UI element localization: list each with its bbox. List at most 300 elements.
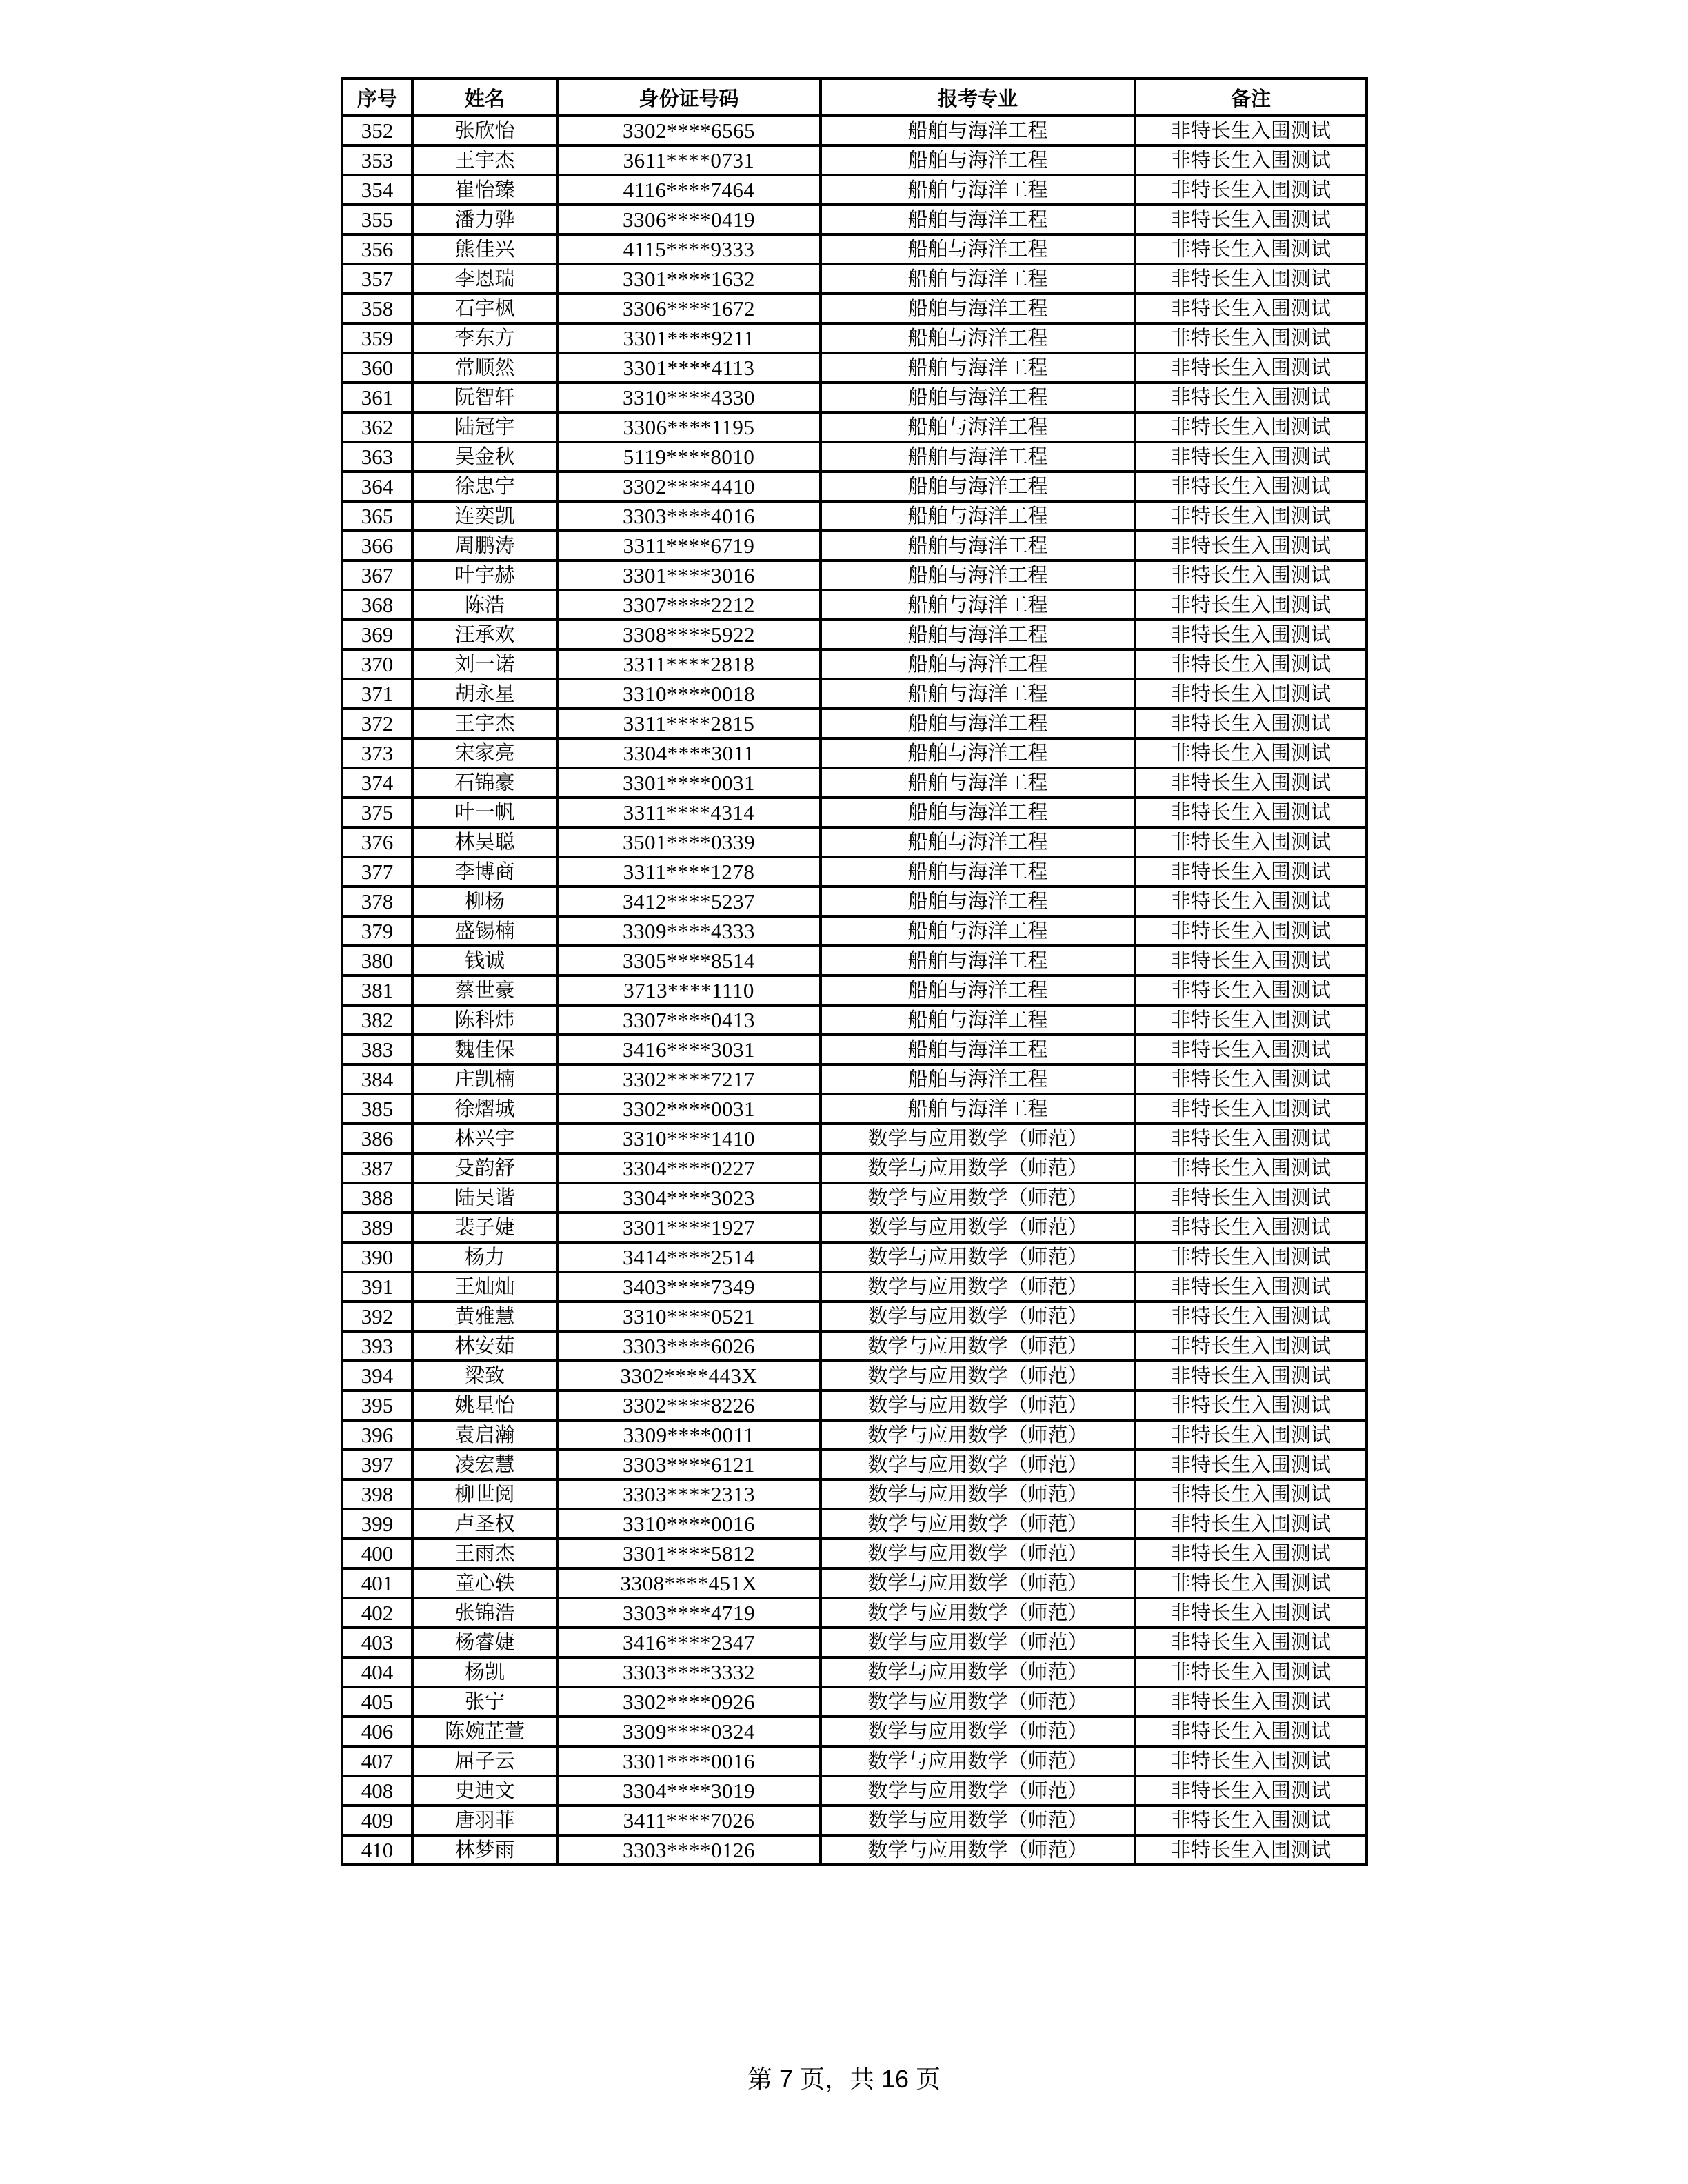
- cell-name: 石锦豪: [412, 768, 557, 798]
- cell-name: 柳杨: [412, 887, 557, 916]
- cell-major: 船舶与海洋工程: [821, 294, 1135, 323]
- cell-note: 非特长生入围测试: [1135, 798, 1367, 827]
- cell-id-number: 5119****8010: [557, 442, 821, 472]
- table-row: [342, 412, 1367, 442]
- cell-id-number: 3304****3019: [557, 1776, 821, 1806]
- cell-major: 数学与应用数学（师范）: [821, 1361, 1135, 1391]
- cell-serial-number: 403: [342, 1628, 412, 1657]
- cell-name: 连奕凯: [412, 501, 557, 531]
- cell-note: 非特长生入围测试: [1135, 1331, 1367, 1361]
- cell-name: 钱诚: [412, 946, 557, 975]
- cell-note: 非特长生入围测试: [1135, 531, 1367, 560]
- cell-serial-number: 359: [342, 323, 412, 353]
- cell-serial-number: 363: [342, 442, 412, 472]
- cell-note: 非特长生入围测试: [1135, 472, 1367, 501]
- cell-name: 王雨杰: [412, 1539, 557, 1568]
- cell-note: 非特长生入围测试: [1135, 1806, 1367, 1835]
- cell-name: 柳世阅: [412, 1479, 557, 1509]
- table-row: [342, 1628, 1367, 1657]
- cell-serial-number: 378: [342, 887, 412, 916]
- cell-serial-number: 410: [342, 1835, 412, 1865]
- cell-name: 叶宇赫: [412, 560, 557, 590]
- cell-id-number: 3301****9211: [557, 323, 821, 353]
- cell-id-number: 3310****0016: [557, 1509, 821, 1539]
- cell-major: 船舶与海洋工程: [821, 1035, 1135, 1064]
- cell-name: 庄凯楠: [412, 1064, 557, 1094]
- cell-id-number: 3311****4314: [557, 798, 821, 827]
- cell-serial-number: 368: [342, 590, 412, 620]
- cell-name: 屈子云: [412, 1746, 557, 1776]
- cell-name: 盛锡楠: [412, 916, 557, 946]
- table-row: [342, 1272, 1367, 1302]
- cell-serial-number: 398: [342, 1479, 412, 1509]
- cell-major: 船舶与海洋工程: [821, 649, 1135, 679]
- cell-serial-number: 397: [342, 1450, 412, 1479]
- cell-serial-number: 375: [342, 798, 412, 827]
- cell-serial-number: 360: [342, 353, 412, 383]
- header-id-number: 身份证号码: [557, 79, 821, 116]
- cell-id-number: 3309****0011: [557, 1420, 821, 1450]
- cell-id-number: 3611****0731: [557, 145, 821, 175]
- cell-note: 非特长生入围测试: [1135, 1776, 1367, 1806]
- cell-name: 李东方: [412, 323, 557, 353]
- cell-serial-number: 391: [342, 1272, 412, 1302]
- cell-id-number: 3303****0126: [557, 1835, 821, 1865]
- cell-major: 船舶与海洋工程: [821, 383, 1135, 412]
- cell-serial-number: 407: [342, 1746, 412, 1776]
- cell-major: 数学与应用数学（师范）: [821, 1746, 1135, 1776]
- cell-name: 张欣怡: [412, 116, 557, 145]
- table-row: [342, 1657, 1367, 1687]
- cell-serial-number: 384: [342, 1064, 412, 1094]
- cell-serial-number: 392: [342, 1302, 412, 1331]
- cell-major: 数学与应用数学（师范）: [821, 1183, 1135, 1213]
- cell-id-number: 3310****0018: [557, 679, 821, 709]
- cell-name: 史迪文: [412, 1776, 557, 1806]
- table-row: [342, 1509, 1367, 1539]
- cell-serial-number: 381: [342, 975, 412, 1005]
- cell-serial-number: 401: [342, 1568, 412, 1598]
- table-row: [342, 1776, 1367, 1806]
- table-row: [342, 383, 1367, 412]
- cell-note: 非特长生入围测试: [1135, 501, 1367, 531]
- cell-serial-number: 405: [342, 1687, 412, 1717]
- cell-id-number: 3302****0031: [557, 1094, 821, 1124]
- cell-major: 数学与应用数学（师范）: [821, 1509, 1135, 1539]
- table-row: [342, 1331, 1367, 1361]
- table-row: [342, 294, 1367, 323]
- cell-id-number: 3301****4113: [557, 353, 821, 383]
- cell-name: 叶一帆: [412, 798, 557, 827]
- cell-serial-number: 353: [342, 145, 412, 175]
- cell-major: 船舶与海洋工程: [821, 442, 1135, 472]
- cell-serial-number: 400: [342, 1539, 412, 1568]
- cell-major: 数学与应用数学（师范）: [821, 1450, 1135, 1479]
- cell-note: 非特长生入围测试: [1135, 353, 1367, 383]
- cell-serial-number: 355: [342, 205, 412, 234]
- cell-serial-number: 380: [342, 946, 412, 975]
- cell-major: 船舶与海洋工程: [821, 205, 1135, 234]
- table-row: [342, 738, 1367, 768]
- cell-note: 非特长生入围测试: [1135, 1835, 1367, 1865]
- cell-id-number: 3305****8514: [557, 946, 821, 975]
- table-row: [342, 1450, 1367, 1479]
- cell-note: 非特长生入围测试: [1135, 1183, 1367, 1213]
- cell-id-number: 3301****5812: [557, 1539, 821, 1568]
- cell-name: 姚星怡: [412, 1391, 557, 1420]
- cell-serial-number: 383: [342, 1035, 412, 1064]
- cell-major: 船舶与海洋工程: [821, 709, 1135, 738]
- table-row: [342, 234, 1367, 264]
- cell-major: 船舶与海洋工程: [821, 412, 1135, 442]
- table-row: [342, 1539, 1367, 1568]
- cell-note: 非特长生入围测试: [1135, 1361, 1367, 1391]
- cell-id-number: 3310****1410: [557, 1124, 821, 1153]
- cell-note: 非特长生入围测试: [1135, 975, 1367, 1005]
- cell-id-number: 3301****0031: [557, 768, 821, 798]
- table-row: [342, 1391, 1367, 1420]
- cell-major: 数学与应用数学（师范）: [821, 1568, 1135, 1598]
- table-row: [342, 1479, 1367, 1509]
- cell-serial-number: 356: [342, 234, 412, 264]
- cell-serial-number: 382: [342, 1005, 412, 1035]
- cell-serial-number: 409: [342, 1806, 412, 1835]
- cell-id-number: 3310****0521: [557, 1302, 821, 1331]
- cell-note: 非特长生入围测试: [1135, 205, 1367, 234]
- cell-name: 林安茹: [412, 1331, 557, 1361]
- table-row: [342, 1717, 1367, 1746]
- cell-major: 船舶与海洋工程: [821, 145, 1135, 175]
- cell-major: 船舶与海洋工程: [821, 501, 1135, 531]
- cell-serial-number: 394: [342, 1361, 412, 1391]
- cell-major: 船舶与海洋工程: [821, 590, 1135, 620]
- cell-note: 非特长生入围测试: [1135, 442, 1367, 472]
- cell-serial-number: 374: [342, 768, 412, 798]
- cell-major: 船舶与海洋工程: [821, 738, 1135, 768]
- cell-major: 船舶与海洋工程: [821, 857, 1135, 887]
- cell-serial-number: 386: [342, 1124, 412, 1153]
- cell-major: 数学与应用数学（师范）: [821, 1153, 1135, 1183]
- cell-id-number: 3302****4410: [557, 472, 821, 501]
- cell-id-number: 3303****4719: [557, 1598, 821, 1628]
- cell-name: 汪承欢: [412, 620, 557, 649]
- cell-note: 非特长生入围测试: [1135, 649, 1367, 679]
- table-row: [342, 560, 1367, 590]
- cell-name: 陈浩: [412, 590, 557, 620]
- cell-name: 卢圣权: [412, 1509, 557, 1539]
- cell-note: 非特长生入围测试: [1135, 1242, 1367, 1272]
- cell-major: 船舶与海洋工程: [821, 798, 1135, 827]
- cell-note: 非特长生入围测试: [1135, 412, 1367, 442]
- cell-major: 船舶与海洋工程: [821, 116, 1135, 145]
- cell-id-number: 3302****8226: [557, 1391, 821, 1420]
- cell-major: 数学与应用数学（师范）: [821, 1539, 1135, 1568]
- cell-id-number: 3311****1278: [557, 857, 821, 887]
- table-row: [342, 501, 1367, 531]
- cell-note: 非特长生入围测试: [1135, 738, 1367, 768]
- cell-id-number: 3303****6121: [557, 1450, 821, 1479]
- cell-serial-number: 364: [342, 472, 412, 501]
- cell-id-number: 3713****1110: [557, 975, 821, 1005]
- cell-serial-number: 352: [342, 116, 412, 145]
- cell-major: 数学与应用数学（师范）: [821, 1598, 1135, 1628]
- cell-note: 非特长生入围测试: [1135, 1153, 1367, 1183]
- cell-id-number: 3303****2313: [557, 1479, 821, 1509]
- cell-note: 非特长生入围测试: [1135, 1657, 1367, 1687]
- cell-name: 袁启瀚: [412, 1420, 557, 1450]
- cell-name: 熊佳兴: [412, 234, 557, 264]
- cell-note: 非特长生入围测试: [1135, 560, 1367, 590]
- cell-note: 非特长生入围测试: [1135, 383, 1367, 412]
- cell-note: 非特长生入围测试: [1135, 1479, 1367, 1509]
- cell-name: 陆吴谐: [412, 1183, 557, 1213]
- cell-major: 船舶与海洋工程: [821, 768, 1135, 798]
- cell-name: 李恩瑞: [412, 264, 557, 294]
- table-row: [342, 1183, 1367, 1213]
- cell-id-number: 3301****1927: [557, 1213, 821, 1242]
- cell-name: 殳韵舒: [412, 1153, 557, 1183]
- cell-id-number: 3311****2818: [557, 649, 821, 679]
- cell-name: 林兴宇: [412, 1124, 557, 1153]
- cell-id-number: 3310****4330: [557, 383, 821, 412]
- cell-id-number: 3303****6026: [557, 1331, 821, 1361]
- cell-id-number: 3306****1672: [557, 294, 821, 323]
- cell-major: 数学与应用数学（师范）: [821, 1302, 1135, 1331]
- cell-major: 数学与应用数学（师范）: [821, 1242, 1135, 1272]
- cell-serial-number: 377: [342, 857, 412, 887]
- table-row: [342, 1687, 1367, 1717]
- table-row: [342, 857, 1367, 887]
- cell-id-number: 3301****0016: [557, 1746, 821, 1776]
- cell-serial-number: 361: [342, 383, 412, 412]
- cell-note: 非特长生入围测试: [1135, 916, 1367, 946]
- cell-id-number: 3304****3011: [557, 738, 821, 768]
- cell-note: 非特长生入围测试: [1135, 1539, 1367, 1568]
- cell-name: 黄雅慧: [412, 1302, 557, 1331]
- table-row: [342, 531, 1367, 560]
- table-row: [342, 353, 1367, 383]
- cell-serial-number: 388: [342, 1183, 412, 1213]
- cell-note: 非特长生入围测试: [1135, 887, 1367, 916]
- cell-major: 数学与应用数学（师范）: [821, 1717, 1135, 1746]
- cell-id-number: 3411****7026: [557, 1806, 821, 1835]
- cell-id-number: 3309****0324: [557, 1717, 821, 1746]
- cell-serial-number: 390: [342, 1242, 412, 1272]
- cell-name: 潘力骅: [412, 205, 557, 234]
- cell-id-number: 3303****3332: [557, 1657, 821, 1687]
- cell-major: 数学与应用数学（师范）: [821, 1776, 1135, 1806]
- cell-note: 非特长生入围测试: [1135, 1391, 1367, 1420]
- cell-serial-number: 362: [342, 412, 412, 442]
- cell-id-number: 3309****4333: [557, 916, 821, 946]
- cell-serial-number: 396: [342, 1420, 412, 1450]
- table-row: [342, 768, 1367, 798]
- cell-note: 非特长生入围测试: [1135, 1687, 1367, 1717]
- cell-id-number: 3301****1632: [557, 264, 821, 294]
- table-row: [342, 1242, 1367, 1272]
- table-row: [342, 1124, 1367, 1153]
- cell-id-number: 3304****0227: [557, 1153, 821, 1183]
- cell-note: 非特长生入围测试: [1135, 1509, 1367, 1539]
- table-row: [342, 1835, 1367, 1865]
- cell-name: 吴金秋: [412, 442, 557, 472]
- cell-note: 非特长生入围测试: [1135, 234, 1367, 264]
- cell-serial-number: 389: [342, 1213, 412, 1242]
- header-note: 备注: [1135, 79, 1367, 116]
- cell-note: 非特长生入围测试: [1135, 294, 1367, 323]
- table-header-row: [342, 79, 1367, 116]
- cell-id-number: 3308****451X: [557, 1568, 821, 1598]
- cell-note: 非特长生入围测试: [1135, 264, 1367, 294]
- cell-name: 林昊聪: [412, 827, 557, 857]
- cell-note: 非特长生入围测试: [1135, 1568, 1367, 1598]
- cell-major: 数学与应用数学（师范）: [821, 1391, 1135, 1420]
- cell-name: 张宁: [412, 1687, 557, 1717]
- cell-note: 非特长生入围测试: [1135, 1035, 1367, 1064]
- cell-major: 船舶与海洋工程: [821, 620, 1135, 649]
- cell-note: 非特长生入围测试: [1135, 946, 1367, 975]
- cell-serial-number: 367: [342, 560, 412, 590]
- cell-serial-number: 365: [342, 501, 412, 531]
- cell-id-number: 3416****3031: [557, 1035, 821, 1064]
- table-row: [342, 1568, 1367, 1598]
- cell-id-number: 3308****5922: [557, 620, 821, 649]
- cell-serial-number: 369: [342, 620, 412, 649]
- cell-serial-number: 376: [342, 827, 412, 857]
- table-row: [342, 1302, 1367, 1331]
- table-body: [342, 116, 1367, 1865]
- cell-note: 非特长生入围测试: [1135, 145, 1367, 175]
- cell-id-number: 3303****4016: [557, 501, 821, 531]
- cell-major: 船舶与海洋工程: [821, 827, 1135, 857]
- cell-major: 船舶与海洋工程: [821, 323, 1135, 353]
- cell-note: 非特长生入围测试: [1135, 1717, 1367, 1746]
- cell-note: 非特长生入围测试: [1135, 679, 1367, 709]
- table-row: [342, 442, 1367, 472]
- cell-id-number: 3301****3016: [557, 560, 821, 590]
- cell-major: 数学与应用数学（师范）: [821, 1213, 1135, 1242]
- cell-serial-number: 404: [342, 1657, 412, 1687]
- cell-name: 杨力: [412, 1242, 557, 1272]
- cell-name: 裴子婕: [412, 1213, 557, 1242]
- table-row: [342, 1361, 1367, 1391]
- cell-note: 非特长生入围测试: [1135, 1420, 1367, 1450]
- cell-major: 数学与应用数学（师范）: [821, 1835, 1135, 1865]
- cell-note: 非特长生入围测试: [1135, 175, 1367, 205]
- table-row: [342, 205, 1367, 234]
- cell-major: 船舶与海洋工程: [821, 887, 1135, 916]
- cell-major: 船舶与海洋工程: [821, 916, 1135, 946]
- cell-major: 船舶与海洋工程: [821, 264, 1135, 294]
- cell-note: 非特长生入围测试: [1135, 709, 1367, 738]
- cell-name: 徐忠宁: [412, 472, 557, 501]
- cell-note: 非特长生入围测试: [1135, 116, 1367, 145]
- table-row: [342, 1005, 1367, 1035]
- cell-serial-number: 371: [342, 679, 412, 709]
- cell-id-number: 4115****9333: [557, 234, 821, 264]
- cell-name: 常顺然: [412, 353, 557, 383]
- cell-id-number: 3311****6719: [557, 531, 821, 560]
- cell-name: 陆冠宇: [412, 412, 557, 442]
- cell-note: 非特长生入围测试: [1135, 590, 1367, 620]
- table-row: [342, 709, 1367, 738]
- table-row: [342, 798, 1367, 827]
- cell-note: 非特长生入围测试: [1135, 827, 1367, 857]
- table-row: [342, 590, 1367, 620]
- cell-id-number: 3307****2212: [557, 590, 821, 620]
- cell-major: 数学与应用数学（师范）: [821, 1124, 1135, 1153]
- cell-major: 船舶与海洋工程: [821, 975, 1135, 1005]
- cell-serial-number: 372: [342, 709, 412, 738]
- table-row: [342, 145, 1367, 175]
- cell-name: 杨凯: [412, 1657, 557, 1687]
- cell-major: 船舶与海洋工程: [821, 353, 1135, 383]
- cell-serial-number: 393: [342, 1331, 412, 1361]
- cell-name: 梁致: [412, 1361, 557, 1391]
- cell-id-number: 3311****2815: [557, 709, 821, 738]
- cell-serial-number: 406: [342, 1717, 412, 1746]
- table-row: [342, 1094, 1367, 1124]
- cell-serial-number: 387: [342, 1153, 412, 1183]
- table-row: [342, 1420, 1367, 1450]
- cell-major: 数学与应用数学（师范）: [821, 1420, 1135, 1450]
- cell-serial-number: 385: [342, 1094, 412, 1124]
- cell-major: 数学与应用数学（师范）: [821, 1687, 1135, 1717]
- cell-major: 船舶与海洋工程: [821, 946, 1135, 975]
- table-row: [342, 175, 1367, 205]
- cell-major: 数学与应用数学（师范）: [821, 1806, 1135, 1835]
- table-row: [342, 1746, 1367, 1776]
- cell-id-number: 3412****5237: [557, 887, 821, 916]
- header-serial-number: 序号: [342, 79, 412, 116]
- cell-major: 船舶与海洋工程: [821, 234, 1135, 264]
- cell-note: 非特长生入围测试: [1135, 1064, 1367, 1094]
- cell-id-number: 3306****0419: [557, 205, 821, 234]
- cell-name: 陈科炜: [412, 1005, 557, 1035]
- cell-note: 非特长生入围测试: [1135, 323, 1367, 353]
- cell-note: 非特长生入围测试: [1135, 1746, 1367, 1776]
- cell-id-number: 3403****7349: [557, 1272, 821, 1302]
- cell-name: 周鹏涛: [412, 531, 557, 560]
- cell-name: 王宇杰: [412, 709, 557, 738]
- cell-id-number: 3414****2514: [557, 1242, 821, 1272]
- table-row: [342, 323, 1367, 353]
- cell-name: 蔡世豪: [412, 975, 557, 1005]
- cell-name: 崔怡臻: [412, 175, 557, 205]
- cell-note: 非特长生入围测试: [1135, 1005, 1367, 1035]
- cell-note: 非特长生入围测试: [1135, 1598, 1367, 1628]
- table-row: [342, 1035, 1367, 1064]
- cell-major: 船舶与海洋工程: [821, 531, 1135, 560]
- cell-note: 非特长生入围测试: [1135, 1450, 1367, 1479]
- cell-name: 童心轶: [412, 1568, 557, 1598]
- cell-name: 徐熠城: [412, 1094, 557, 1124]
- cell-name: 李博商: [412, 857, 557, 887]
- cell-major: 数学与应用数学（师范）: [821, 1479, 1135, 1509]
- cell-name: 林梦雨: [412, 1835, 557, 1865]
- cell-id-number: 3501****0339: [557, 827, 821, 857]
- cell-major: 数学与应用数学（师范）: [821, 1272, 1135, 1302]
- cell-id-number: 3416****2347: [557, 1628, 821, 1657]
- cell-major: 船舶与海洋工程: [821, 1094, 1135, 1124]
- cell-note: 非特长生入围测试: [1135, 1213, 1367, 1242]
- cell-id-number: 3302****443X: [557, 1361, 821, 1391]
- cell-name: 凌宏慧: [412, 1450, 557, 1479]
- cell-name: 石宇枫: [412, 294, 557, 323]
- cell-name: 唐羽菲: [412, 1806, 557, 1835]
- cell-id-number: 3307****0413: [557, 1005, 821, 1035]
- cell-note: 非特长生入围测试: [1135, 620, 1367, 649]
